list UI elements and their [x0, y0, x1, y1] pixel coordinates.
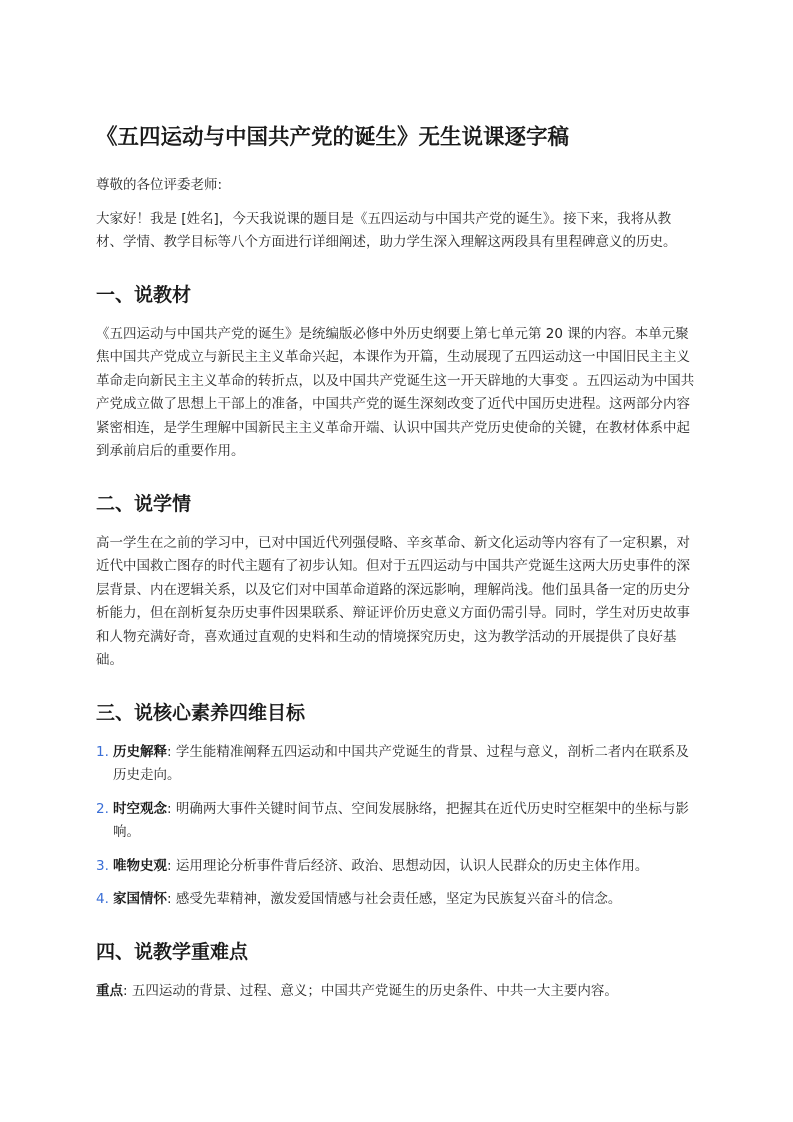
list-item-body [113, 888, 698, 912]
intro-paragraph: 大家好！我是 [姓名]，今天我说课的题目是《五四运动与中国共产党的诞生》。接下来，我将从教材、学情、教学目标等八个方面进行详细阐述，助力学生深入理解这两段具有里程碑意义的历史。 [96, 210, 677, 250]
goal-text: : 感受先辈精神，激发爱国情感与社会责任感，坚定为民族复兴奋斗的信念。 [167, 891, 622, 907]
section-heading-goals: 三、说核心素养四维目标 [96, 701, 306, 724]
goal-text: : 运用理论分析事件背后经济、政治、思想动因，认识人民群众的历史主体作用。 [167, 857, 649, 874]
goal-text: : 学生能精准阐释五四运动和中国共产党诞生的背景、过程与意义，剖析二者内在联系及历史走向。 [113, 743, 689, 783]
list-item [96, 888, 698, 912]
greeting-paragraph: 尊敬的各位评委老师: [96, 177, 223, 193]
section-heading-keypoints: 四、说教学重难点 [96, 940, 249, 963]
list-item-body [113, 855, 698, 879]
list-number: 1. [96, 743, 109, 760]
key-text: : 五四运动的背景、过程、意义；中国共产党诞生的历史条件、中共一大主要内容。 [123, 982, 618, 999]
section-heading-textbook: 一、说教材 [96, 283, 192, 306]
goal-term: 历史解释 [113, 743, 167, 760]
students-paragraph: 高一学生在之前的学习中，已对中国近代列强侵略、辛亥革命、新文化运动等内容有了一定积累，对近代中国救亡图存的时代主题有了初步认知。但对于五四运动与中国共产党诞生这两大历史事件的深层背景、内在逻辑关系，以及它们对中国革命道路的深远影响，理解尚浅。他们虽具备一定的历史分析能力，但在剖析复杂历史事件因果联系、辩证评价历史意义方面仍需引导。同时，学生对历史故事和人物充满好奇，喜欢通过直观的史料和生动的情境探究历史，这为教学活动的开展提供了良好基础。 [96, 534, 690, 668]
list-item [96, 741, 698, 788]
key-term: 重点 [96, 982, 123, 999]
keypoints-paragraph [96, 980, 698, 1004]
list-number: 2. [96, 800, 109, 817]
list-item [96, 855, 698, 879]
list-item-body [113, 798, 698, 845]
list-number: 4. [96, 891, 109, 907]
list-item-body [113, 741, 698, 788]
textbook-paragraph: 《五四运动与中国共产党的诞生》是统编版必修中外历史纲要上第七单元第 20 课的内容。本单元聚焦中国共产党成立与新民主主义革命兴起，本课作为开篇，生动展现了五四运动这一中国旧民主主义革命走向新民主主义革命的转折点，以及中国共产党诞生这一开天辟地的大事变 。五四运动为中国共产党成立做了思想上干部上的准备，中国共产党的诞生深刻改变了近代中国历史进程。这两部分内容紧密相连，是学生理解中国新民主主义革命开端、认识中国共产党历史使命的关键，在教材体系中起到承前启后的重要作用。 [96, 325, 695, 459]
goal-term: 时空观念 [113, 800, 167, 817]
section-heading-students: 二、说学情 [96, 492, 192, 515]
goal-term: 家国情怀 [113, 891, 167, 907]
document-title: 《五四运动与中国共产党的诞生》无生说课逐字稿 [96, 125, 570, 150]
goal-term: 唯物史观 [113, 857, 167, 874]
document-page [96, 118, 698, 1013]
list-item [96, 798, 698, 845]
goal-text: : 明确两大事件关键时间节点、空间发展脉络，把握其在近代历史时空框架中的坐标与影响。 [113, 800, 689, 840]
list-number: 3. [96, 857, 109, 874]
goals-list [96, 741, 698, 912]
